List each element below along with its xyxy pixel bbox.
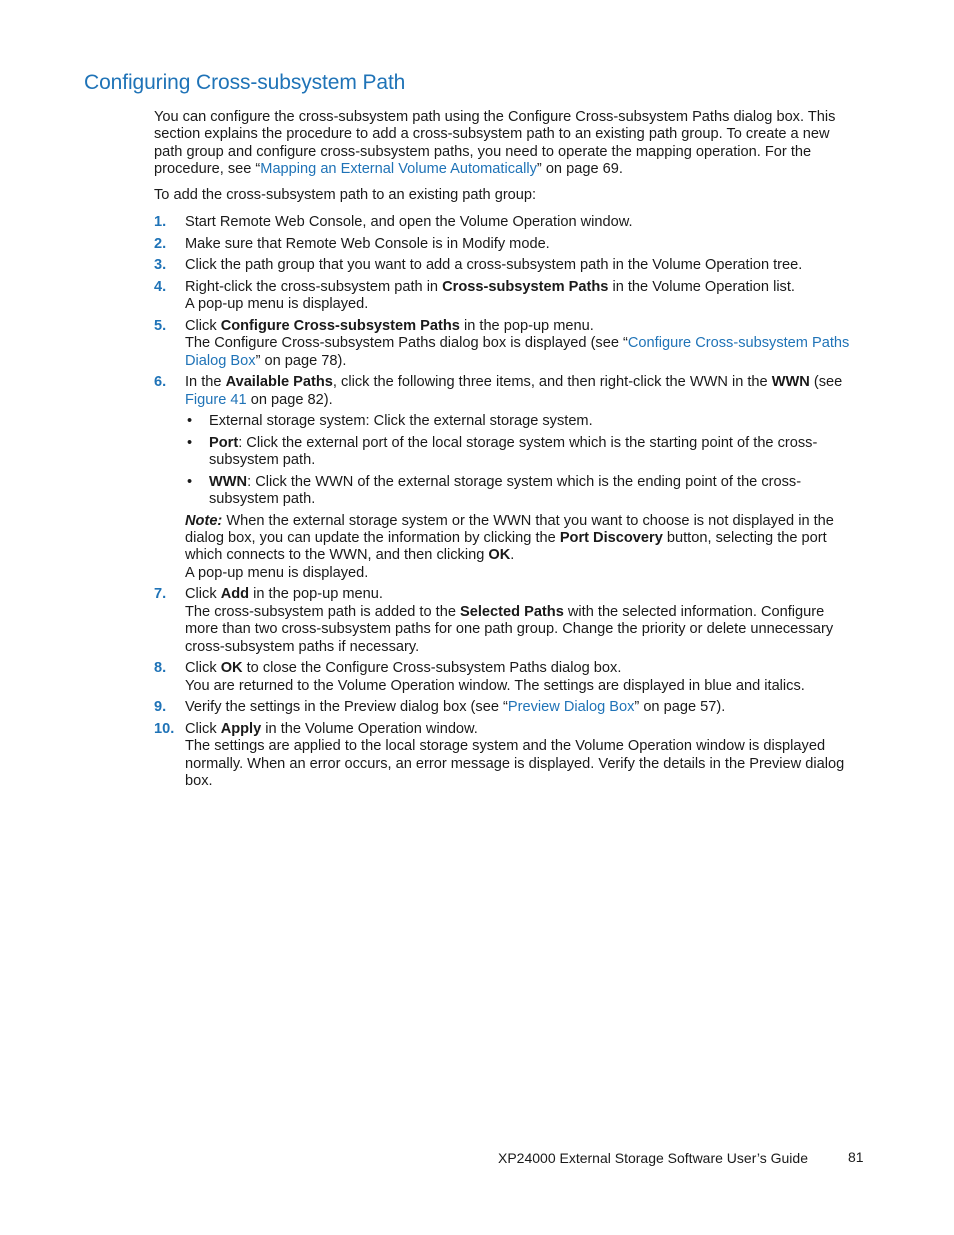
step-3 [154,257,859,274]
step-8 [154,660,859,695]
step-1 [154,214,859,231]
text: Click [185,720,221,737]
bullet-item [185,413,859,430]
page-heading: Configuring Cross-subsystem Path [84,71,406,94]
bullet-icon: • [187,434,193,451]
step-4 [154,279,859,314]
text: When the external storage system or the WWN that you want to choose is not displayed in the dialog box, you can update the information by clicking the [185,512,834,546]
text: on page 82). [246,391,333,408]
step-number: 9. [154,699,167,716]
step-text: Click the path group that you want to add a cross-subsystem path in the Volume Operation tree. [185,257,803,274]
link-mapping-external-volume[interactable]: Mapping an External Volume Automatically [260,161,537,178]
step-result: A pop-up menu is displayed. [185,296,369,313]
page-number: 81 [848,1149,864,1165]
step-9 [154,699,859,716]
step-number: 8. [154,660,167,677]
intro-text-2: ” on page 69. [536,161,623,178]
text: ” on page 78). [255,352,347,369]
step-number: 2. [154,235,167,252]
step-text [185,660,859,677]
ui-term: Port Discovery [559,530,663,546]
text: In the [185,374,226,391]
text: External storage system: Click the external storage system. [209,413,593,429]
bullet-item [185,435,859,470]
bullet-item [185,474,859,509]
step-text [185,318,859,335]
ui-term: OK [220,660,243,677]
text: ” on page 57). [634,699,726,716]
ui-term: WWN [771,374,810,391]
ui-term: WWN [209,473,248,490]
text: Verify the settings in the Preview dialog box (see “ [185,699,508,716]
text: Click [185,317,221,334]
text: with the selected information. Configure more than two cross-subsystem paths for one path group. Change the priority or delete unnecessary cross-subsystem paths if necessary. [185,603,834,655]
ui-term: Cross-subsystem Paths [442,278,609,295]
text: in the pop-up menu. [459,317,594,334]
text: . [510,547,515,564]
step-number: 7. [154,586,167,603]
note [185,513,859,565]
step-number: 6. [154,374,167,391]
step-10 [154,721,859,791]
ui-term: Available Paths [225,374,333,391]
intro-text-1: You can configure the cross-subsystem path using the Configure Cross-subsystem Paths dialog box. This section explains the procedure to add a cross-subsystem path to an existing path group. To create a new path group and configure cross-subsystem paths, you need to operate the mapping operation. For the procedure, see “ [154,109,836,178]
text: button, selecting the port which connects to the WWN, and then clicking [185,530,827,564]
step-number: 10. [154,720,175,737]
step-result: The settings are applied to the local storage system and the Volume Operation window is displayed normally. When an error occurs, an error message is displayed. Verify the details in the Preview dialog box. [185,738,845,790]
step-text: Start Remote Web Console, and open the Volume Operation window. [185,214,633,230]
step-result: You are returned to the Volume Operation window. The settings are displayed in blue and italics. [185,677,805,694]
text: (see [809,374,843,391]
step-result [185,335,859,370]
ui-term: Selected Paths [460,603,564,620]
step-2 [154,236,859,253]
text: The Configure Cross-subsystem Paths dialog box is displayed (see “ [185,335,628,352]
step-5 [154,318,859,370]
note-label: Note: [185,512,223,529]
step-number: 4. [154,278,167,295]
text: Click [185,660,221,677]
text: Right-click the cross-subsystem path in [185,278,443,295]
link-preview-dialog[interactable]: Preview Dialog Box [507,699,635,716]
step-text [185,279,859,296]
footer-title: XP24000 External Storage Software User’s Guide [498,1150,808,1166]
text: Click [185,586,221,603]
step-result: A pop-up menu is displayed. [185,564,369,581]
step-result [185,604,859,656]
bullet-icon: • [187,413,193,429]
ui-term: Port [209,434,239,451]
bullet-list [185,413,859,508]
step-number: 1. [154,214,167,230]
step-text [185,586,859,603]
link-configure-dialog[interactable]: Configure Cross-subsystem Paths Dialog Box [185,335,850,369]
steps-lead: To add the cross-subsystem path to an existing path group: [154,187,537,203]
step-number: 3. [154,257,167,274]
ui-term: Configure Cross-subsystem Paths [220,317,460,334]
text: in the Volume Operation list. [608,278,795,295]
step-text: Make sure that Remote Web Console is in Modify mode. [185,235,550,252]
step-text [185,699,859,716]
step-number: 5. [154,317,167,334]
text: : Click the external port of the local storage system which is the starting point of the cross-subsystem path. [209,434,818,468]
step-7 [154,586,859,656]
step-6 [154,374,859,582]
bullet-icon: • [187,473,193,490]
step-text [185,721,859,738]
ui-term: Apply [220,720,262,737]
text: : Click the WWN of the external storage system which is the ending point of the cross-subsystem path. [209,473,802,507]
steps-list [154,214,859,795]
text: , click the following three items, and then right-click the WWN in the [332,374,772,391]
ui-term: Add [220,586,250,603]
step-text [185,374,859,409]
text: The cross-subsystem path is added to the [185,603,460,620]
text: in the Volume Operation window. [261,720,478,737]
intro-paragraph [154,109,859,179]
text: to close the Configure Cross-subsystem Paths dialog box. [242,660,622,677]
ui-term: OK [488,547,511,564]
link-figure-41[interactable]: Figure 41 [185,391,247,408]
text: in the pop-up menu. [249,586,383,603]
